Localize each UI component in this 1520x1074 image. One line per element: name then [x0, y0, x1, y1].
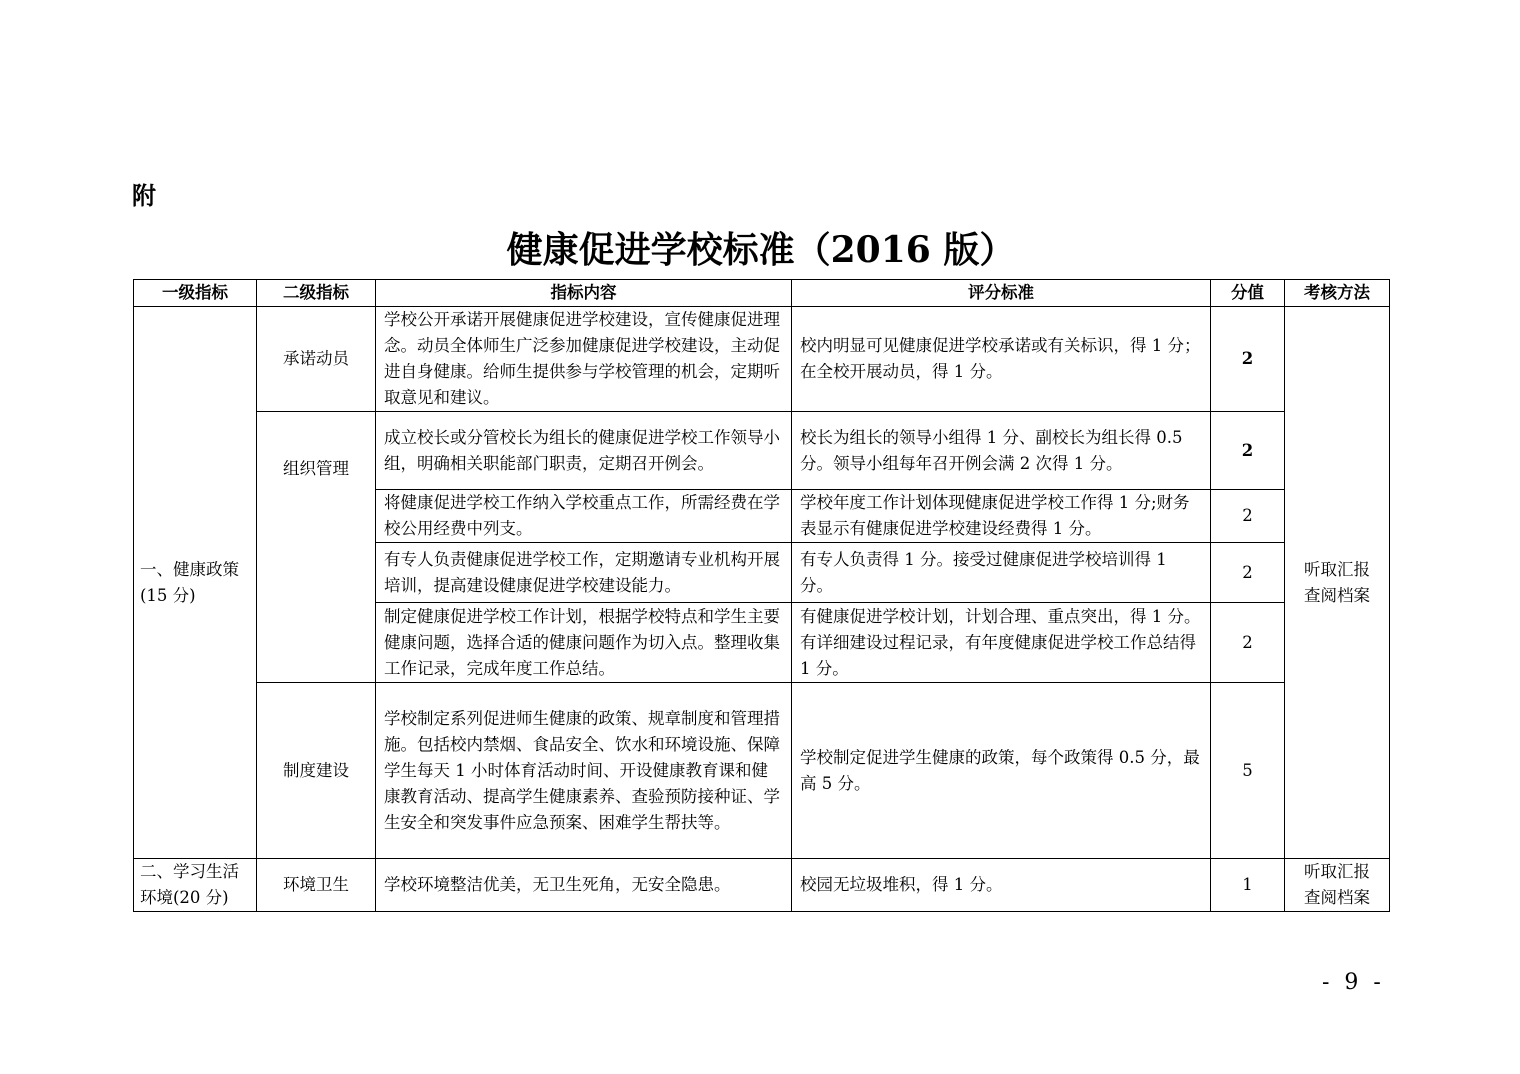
level1-cell [134, 859, 257, 912]
header-method: 考核方法 [1285, 280, 1390, 307]
level2-cell [257, 412, 376, 683]
criteria-cell: 学校制定促进学生健康的政策，每个政策得 0.5 分，最高 5 分。 [792, 683, 1211, 859]
level2-label: 环境卫生 [283, 875, 349, 894]
content-cell: 学校环境整洁优美，无卫生死角，无安全隐患。 [376, 859, 792, 912]
content-cell: 有专人负责健康促进学校工作，定期邀请专业机构开展培训，提高建设健康促进学校建设能力。 [376, 543, 792, 603]
table-row [134, 307, 1390, 412]
attachment-label: 附 [132, 182, 156, 210]
content-cell: 成立校长或分管校长为组长的健康促进学校工作领导小组，明确相关职能部门职责，定期召开例会。 [376, 412, 792, 490]
table-row [134, 859, 1390, 912]
header-level1: 一级指标 [134, 280, 257, 307]
level2-label: 制度建设 [283, 760, 349, 780]
standards-table [133, 279, 1390, 912]
content-cell: 学校公开承诺开展健康促进学校建设，宣传健康促进理念。动员全体师生广泛参加健康促进学校建设，主动促进自身健康。给师生提供参与学校管理的机会，定期听取意见和建议。 [376, 307, 792, 412]
page-title: 健康促进学校标准（2016 版） [506, 229, 1016, 271]
page-number: - 9 - [1322, 970, 1385, 995]
score-cell: 2 [1211, 490, 1285, 543]
level1-label: 二、学习生活 环境(20 分) [140, 862, 239, 907]
criteria-cell: 校长为组长的领导小组得 1 分、副校长为组长得 0.5 分。领导小组每年召开例会满 2 次得 1 分。 [792, 412, 1211, 490]
method-cell [1285, 859, 1390, 912]
score-cell: 2 [1211, 603, 1285, 683]
score-cell: 2 [1211, 412, 1285, 490]
table-row [134, 683, 1390, 859]
header-content: 指标内容 [376, 280, 792, 307]
method-label: 听取汇报 查阅档案 [1304, 862, 1370, 907]
score-cell: 5 [1211, 683, 1285, 859]
method-label: 听取汇报 查阅档案 [1304, 559, 1370, 605]
method-cell [1285, 307, 1390, 859]
table-header-row [134, 280, 1390, 307]
table-row [134, 412, 1390, 490]
criteria-cell: 有专人负责得 1 分。接受过健康促进学校培训得 1 分。 [792, 543, 1211, 603]
score-cell: 1 [1211, 859, 1285, 912]
header-criteria: 评分标准 [792, 280, 1211, 307]
score-cell: 2 [1211, 307, 1285, 412]
criteria-cell: 校园无垃圾堆积，得 1 分。 [792, 859, 1211, 912]
criteria-cell: 有健康促进学校计划，计划合理、重点突出，得 1 分。有详细建设过程记录，有年度健康促进学校工作总结得 1 分。 [792, 603, 1211, 683]
level2-cell [257, 307, 376, 412]
criteria-cell: 校内明显可见健康促进学校承诺或有关标识，得 1 分；在全校开展动员，得 1 分。 [792, 307, 1211, 412]
criteria-cell: 学校年度工作计划体现健康促进学校工作得 1 分;财务表显示有健康促进学校建设经费得 1 分。 [792, 490, 1211, 543]
content-cell: 制定健康促进学校工作计划，根据学校特点和学生主要健康问题，选择合适的健康问题作为切入点。整理收集工作记录，完成年度工作总结。 [376, 603, 792, 683]
level2-label: 承诺动员 [283, 349, 349, 368]
level1-cell [134, 307, 257, 859]
score-cell: 2 [1211, 543, 1285, 603]
content-cell: 学校制定系列促进师生健康的政策、规章制度和管理措施。包括校内禁烟、食品安全、饮水和环境设施、保障学生每天 1 小时体育活动时间、开设健康教育课和健康教育活动、提高学生健康素养、查验预防接种证、学生安全和突发事件应急预案、困难学生帮扶等。 [376, 683, 792, 859]
level1-label: 一、健康政策 (15 分) [140, 559, 239, 605]
content-cell: 将健康促进学校工作纳入学校重点工作，所需经费在学校公用经费中列支。 [376, 490, 792, 543]
level2-cell [257, 683, 376, 859]
level2-label: 组织管理 [283, 459, 349, 478]
level2-cell [257, 859, 376, 912]
header-level2: 二级指标 [257, 280, 376, 307]
header-score: 分值 [1211, 280, 1285, 307]
